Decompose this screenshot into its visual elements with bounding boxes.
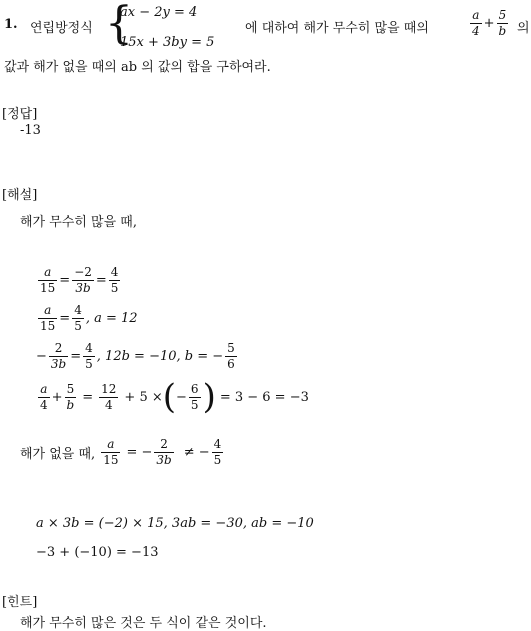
solution-line-2 — [36, 304, 138, 333]
problem-tail: 의 — [517, 21, 530, 36]
frac: $\frac{-2}{3b}$ — [74, 265, 92, 295]
frac: $\frac{4}{5}$ — [110, 265, 119, 295]
equals-minus: = − — [126, 445, 153, 460]
problem-expression — [468, 9, 510, 38]
equals: = — [95, 273, 107, 288]
problem-lead: 연립방정식 — [30, 21, 93, 36]
equation-2: 15x + 3by = 5 — [120, 35, 215, 50]
equals: = — [59, 311, 71, 326]
frac-5-over-b: $\frac{5}{b}$ — [498, 8, 507, 38]
solution-line-5 — [20, 438, 225, 467]
answer-value: -13 — [20, 123, 41, 138]
line-rest: , a = 12 — [85, 311, 138, 326]
hint-heading: [힌트] — [2, 595, 38, 610]
frac: $\frac{a}{4}$ — [40, 381, 48, 412]
problem-number: 1. — [4, 17, 18, 32]
answer-heading: [정답] — [2, 107, 38, 122]
frac: $\frac{a}{15}$ — [103, 437, 119, 467]
open-paren: ( — [162, 377, 177, 417]
minus: − — [36, 349, 47, 364]
system-brace: { — [105, 0, 133, 49]
solution-case-none: 해가 없을 때, — [20, 447, 96, 462]
frac: $\frac{6}{5}$ — [190, 381, 199, 412]
minus: − — [176, 389, 187, 405]
hint-text: 해가 무수히 많은 것은 두 식이 같은 것이다. — [20, 616, 267, 631]
frac: $\frac{4}{5}$ — [213, 437, 222, 467]
solution-line-4 — [36, 377, 309, 417]
frac: $\frac{5}{b}$ — [66, 381, 75, 412]
frac: $\frac{4}{5}$ — [85, 341, 93, 371]
frac: $\frac{4}{5}$ — [74, 303, 82, 333]
solution-case-infinite: 해가 무수히 많을 때, — [20, 215, 137, 230]
plus: + — [51, 389, 63, 405]
frac: $\frac{5}{6}$ — [227, 341, 235, 371]
frac: $\frac{12}{4}$ — [101, 381, 117, 412]
frac: $\frac{2}{3b}$ — [50, 341, 67, 371]
problem-line-2: 값과 해가 없을 때의 ab 의 값의 합을 구하여라. — [4, 60, 271, 75]
equals: = — [59, 273, 71, 288]
equation-1: ax − 2y = 4 — [120, 5, 198, 20]
equals: = — [70, 349, 82, 364]
solution-line-6: a × 3b = (−2) × 15, 3ab = −30, ab = −10 — [36, 516, 314, 531]
solution-line-7: −3 + (−10) = −13 — [36, 545, 159, 560]
solution-heading: [해설] — [2, 188, 38, 203]
solution-line-1 — [36, 266, 122, 295]
frac: $\frac{2}{3b}$ — [156, 437, 172, 467]
line-mid: + 5 × — [124, 389, 163, 405]
plus-sign: + — [483, 16, 495, 31]
line-rest: = 3 − 6 = −3 — [219, 389, 309, 405]
problem-mid-text: 에 대하여 해가 무수히 많을 때의 — [245, 21, 429, 36]
line-mid: , 12b = −10, b = − — [96, 349, 224, 364]
frac: $\frac{a}{15}$ — [40, 303, 56, 333]
frac: $\frac{a}{15}$ — [40, 265, 56, 295]
solution-line-3 — [36, 342, 239, 371]
frac-a-over-4: $\frac{a}{4}$ — [472, 8, 480, 38]
equals: = — [82, 389, 94, 405]
not-equal: ≠ − — [183, 445, 210, 460]
close-paren: ) — [202, 377, 216, 417]
